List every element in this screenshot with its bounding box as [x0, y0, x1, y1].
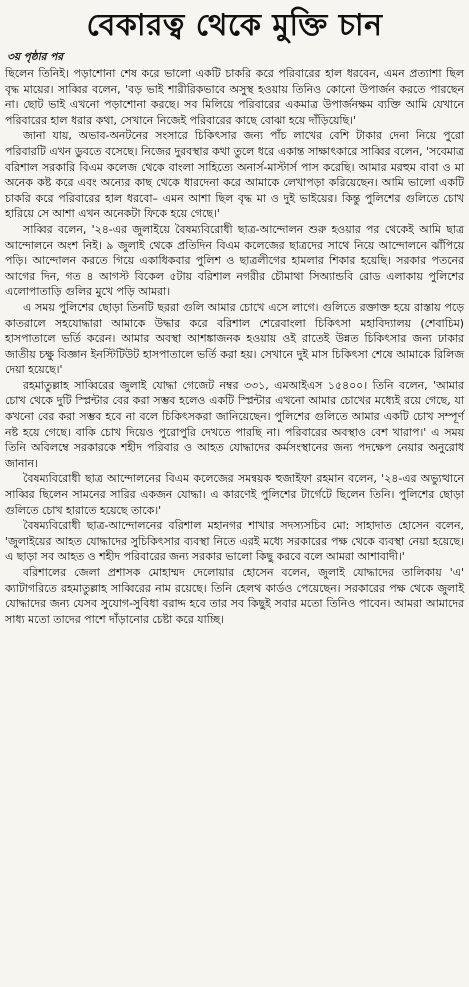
paragraph: বৈষম্যবিরোধী ছাত্র-আন্দোলনের বরিশাল মহানগর শাখার সদস্যসচিব মো: সাহাদাত হোসেন বলেন, 'জুলাইয়ের আহত যোদ্ধাদের সুচিকিৎসার ব্যবস্থা নিতে এরই মধ্যে সরকারের পক্ষ থেকে ব্যবস্থা নেয়া হয়েছে। এ ছাড়া সব আহত ও শহীদ পরিবারের জন্য সরকার ভালো কিছু করবে বলে আমরা আশাবাদী।': [5, 519, 464, 564]
paragraph: রহমাতুল্লাহ সাব্বিরের জুলাই যোদ্ধা গেজেট নম্বর ৩৩১, এমআইএস ১৫৪০০। তিনি বলেন, 'আমার চোখ থেকে দুটি স্প্লিন্টার বের করা সম্ভব হলেও একটি স্প্লিন্টার এখনো আমার চোখের মধ্যেই রয়ে গেছে, যা কখনো বের করা সম্ভব হবে না বলে চিকিৎসকরা জানিয়েছেন। পুলিশের গুলিতে আমার একটি চোখ সম্পূর্ণ নষ্ট হয়ে গেছে। বাকি চোখ দিয়েও পুরোপুরি দেখতে পারছি না। পরিবারের অবস্থাও বেশ খারাপ।' এ সময় তিনি অবিলম্বে সরকারকে শহীদ পরিবার ও আহত যোদ্ধাদের কর্মসংস্থানের জন্য পদক্ষেপ নেয়ার অনুরোধ জানান।: [5, 378, 464, 470]
paragraph: বরিশালের জেলা প্রশাসক মোহাম্মদ দেলোয়ার হোসেন বলেন, জুলাই যোদ্ধাদের তালিকায় 'এ' ক্যাটাগরিতে রহমাতুল্লাহ সাব্বিরের নাম রয়েছে। তিনি হেলথ কার্ডও পেয়েছেন। সরকারের পক্ষ থেকে জুলাই যোদ্ধাদের জন্য যেসব সুযোগ-সুবিধা বরাদ্দ হবে তার সব কিছুই সবার মতো তিনিও পাবেন। আমরা আমাদের সাধ্য মতো তাদের পাশে দাঁড়ানোর চেষ্টা করে যাচ্ছি।: [5, 566, 464, 626]
article-body: [5, 66, 464, 627]
paragraph: সাব্বির বলেন, '২৪-এর জুলাইয়ে বৈষম্যবিরোধী ছাত্র-আন্দোলন শুরু হওয়ার পর থেকেই আমি ছাত্র আন্দোলনে অংশ নিই। ৯ জুলাই থেকে প্রতিদিন বিএম কলেজের ছাত্রদের সাথে নিয়ে আন্দোলনে ঝাঁপিয়ে পড়ি। আন্দোলন করতে গিয়ে একাধিকবার পুলিশ ও ছাত্রলীগের হামলার শিকার হয়েছি। সরকার পতনের আগের দিন, গত ৪ আগস্ট বিকেল ৫টায় বরিশাল নগরীর চৌমাথা সিঅ্যান্ডবি রোড এলাকায় পুলিশের এলোপাতাড়ি গুলির মুখে পড়ি আমরা।: [5, 222, 464, 299]
paragraph: ছিলেন তিনিই। পড়াশোনা শেষ করে ভালো একটি চাকরি করে পরিবারের হাল ধরবেন, এমন প্রত্যাশা ছিল বৃদ্ধ মায়ের। সাব্বির বলেন, 'বড় ভাই শারীরিকভাবে অসুস্থ হওয়ায় তিনিও কোনো উপার্জন করতে পারছেন না। ছোট ভাই এখনো পড়াশোনা করছে। সব মিলিয়ে পরিবারের একমাত্র উপার্জনক্ষম ব্যক্তি আমি যেখানে পরিবারের হাল ধরার কথা, সেখানে নিজেই পরিবারের কাছে বোঝা হয়ে দাঁড়িয়েছি।': [5, 67, 464, 127]
paragraph: এ সময় পুলিশের ছোড়া তিনটি ছররা গুলি আমার চোখে এসে লাগে। গুলিতে রক্তাক্ত হয়ে রাস্তায় পড়ে কাতরালে সহযোদ্ধারা আমাকে উদ্ধার করে বরিশাল শেরেবাংলা চিকিৎসা মহাবিদ্যালয় (শেবাচিম) হাসপাতালে ভর্তি করেন। আমার অবস্থা আশঙ্কাজনক হওয়ায় ওই রাতেই উন্নত চিকিৎসার জন্য ঢাকার জাতীয় চক্ষু বিজ্ঞান ইনস্টিটিউট হাসপাতালে ভর্তি করা হয়। সেখানে দুই মাস চিকিৎসা শেষে আমাকে রিলিজ দেয়া হয়েছে।': [5, 300, 464, 377]
headline: বেকারত্ব থেকে মুক্তি চান: [86, 8, 383, 43]
paragraph: জানা যায়, অভাব-অনটনের সংসারে চিকিৎসার জন্য পাঁচ লাখের বেশি টাকার দেনা নিয়ে পুরো পরিবারটি এখন ডুবতে বসেছে। নিজের দুরবস্থার কথা তুলে ধরে একান্ত সাক্ষাৎকারে সাব্বির বলেন, 'সবেমাত্র বরিশাল সরকারি বিএম কলেজ থেকে বাংলা সাহিত্যে অনার্স-মাস্টার্স পাস করেছি। আমার মরহুম বাবা ও মা অনেক কষ্ট করে এবং অন্যের কাছ থেকে ধারদেনা করে আমাকে লেখাপড়া করিয়েছেন। আমি ভালো একটি চাকরি করে পরিবারের হাল ধরবো– এমন আশা ছিল বৃদ্ধ মা ও দুই ভাইয়ের। কিন্তু পুলিশের গুলিতে চোখ হারিয়ে সে আশা এখন অনেকটা ফিকে হয়ে গেছে।': [5, 129, 464, 221]
paragraph: বৈষম্যবিরোধী ছাত্র আন্দোলনের বিএম কলেজের সমন্বয়ক হুজাইফা রহমান বলেন, '২৪-এর অভ্যুত্থানে সাব্বির ছিলেন সামনের সারির একজন যোদ্ধা। এ কারণেই পুলিশের টার্গেটে ছিলেন তিনি। পুলিশের ছোড়া গুলিতে চোখ হারাতে হয়েছে তাকে।': [5, 472, 464, 517]
continuation-note: ৩য় পৃষ্ঠার পর: [7, 51, 64, 63]
